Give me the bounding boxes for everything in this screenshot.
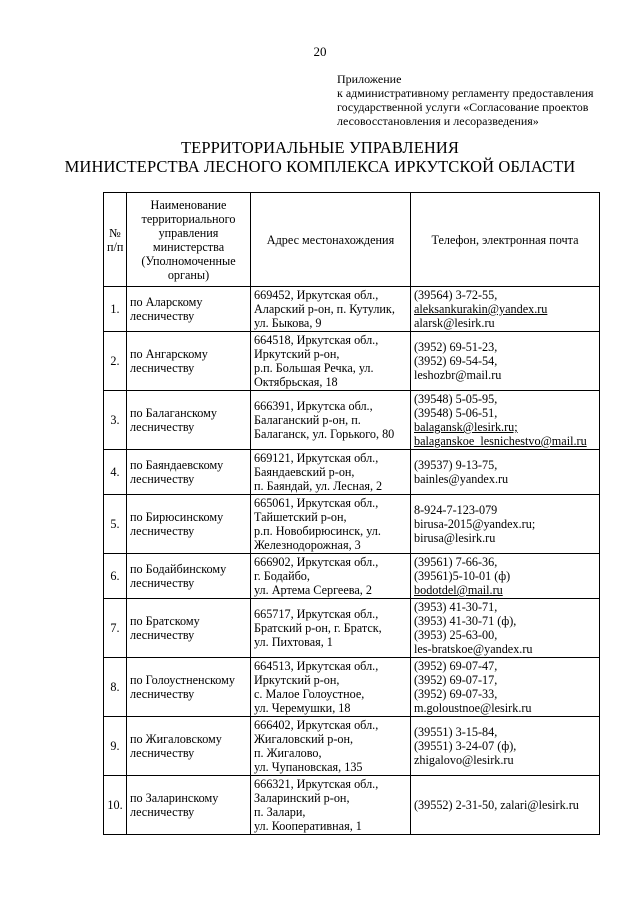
contact-line: (3953) 41-30-71 (ф),	[414, 614, 517, 628]
office-address	[251, 776, 411, 835]
contact-line: birusa@lesirk.ru	[414, 531, 496, 545]
header-text: (Уполномоченные	[141, 253, 236, 268]
row-number: 3.	[104, 391, 127, 450]
contact-line: leshozbr@mail.ru	[414, 368, 502, 382]
header-text: органы)	[167, 267, 210, 282]
row-number: 1.	[104, 287, 127, 332]
address-line: 666402, Иркутская обл.,	[254, 718, 379, 732]
contact-line: (39564) 3-72-55,	[414, 288, 498, 302]
office-name	[127, 495, 251, 554]
contact-line: bainles@yandex.ru	[414, 472, 509, 486]
office-name-line: по Ангарскому	[130, 347, 208, 361]
office-contacts	[411, 391, 600, 450]
header-text: управления	[158, 225, 219, 240]
address-line: 665061, Иркутская обл.,	[254, 496, 379, 510]
appendix-line: Приложение	[337, 72, 402, 86]
office-contacts	[411, 495, 600, 554]
address-line: Баяндаевский р-он,	[254, 465, 355, 479]
office-name-line: лесничеству	[130, 472, 195, 486]
office-name-line: лесничеству	[130, 687, 195, 701]
address-line: 669452, Иркутская обл.,	[254, 288, 379, 302]
table-row	[104, 717, 600, 776]
office-address	[251, 495, 411, 554]
office-name-line: лесничеству	[130, 361, 195, 375]
office-name-line: по Баяндаевскому	[130, 458, 224, 472]
contact-line: les-bratskoe@yandex.ru	[414, 642, 533, 656]
office-contacts	[411, 658, 600, 717]
table-header-row	[104, 193, 600, 287]
office-name-line: по Балаганскому	[130, 406, 217, 420]
office-address	[251, 391, 411, 450]
email-link[interactable]: balaganskoe_lesnichestvo@mail.ru	[414, 434, 587, 448]
office-contacts	[411, 287, 600, 332]
address-line: р.п. Новобирюсинск, ул.	[254, 524, 381, 538]
row-number: 4.	[104, 450, 127, 495]
row-number: 8.	[104, 658, 127, 717]
address-line: г. Бодайбо,	[254, 569, 310, 583]
row-number: 10.	[104, 776, 127, 835]
office-name-line: по Жигаловскому	[130, 732, 222, 746]
contact-line: (39561) 7-66-36,	[414, 555, 498, 569]
appendix-note	[337, 72, 612, 128]
contact-line: (39551) 3-24-07 (ф),	[414, 739, 517, 753]
office-name-line: по Заларинскому	[130, 791, 219, 805]
table-body	[104, 287, 600, 835]
address-line: Иркутский р-он,	[254, 347, 340, 361]
address-line: р.п. Большая Речка, ул.	[254, 361, 374, 375]
contact-line: (39548) 5-06-51,	[414, 406, 498, 420]
address-line: п. Баяндай, ул. Лесная, 2	[254, 479, 383, 493]
office-name-line: лесничеству	[130, 524, 195, 538]
contact-line: (3953) 41-30-71,	[414, 600, 498, 614]
address-line: 666391, Иркутска обл.,	[254, 399, 373, 413]
address-line: Балаганск, ул. Горького, 80	[254, 427, 395, 441]
appendix-line: государственной услуги «Согласование проектов	[337, 100, 589, 114]
office-contacts	[411, 450, 600, 495]
office-name	[127, 332, 251, 391]
address-line: Октябрьская, 18	[254, 375, 338, 389]
contact-line: birusa-2015@yandex.ru;	[414, 517, 536, 531]
address-line: Жигаловский р-он,	[254, 732, 354, 746]
office-name-line: лесничеству	[130, 805, 195, 819]
table-row	[104, 495, 600, 554]
office-name	[127, 717, 251, 776]
email-link[interactable]: balagansk@lesirk.ru;	[414, 420, 518, 434]
office-address	[251, 717, 411, 776]
address-line: п. Жигалово,	[254, 746, 322, 760]
office-contacts	[411, 717, 600, 776]
office-address	[251, 554, 411, 599]
office-name-line: по Голоустненскому	[130, 673, 235, 687]
document-title	[0, 138, 640, 176]
appendix-line: к административному регламенту предоставления	[337, 86, 594, 100]
address-line: Тайшетский р-он,	[254, 510, 347, 524]
contact-line: alarsk@lesirk.ru	[414, 316, 495, 330]
address-line: ул. Черемушки, 18	[254, 701, 351, 715]
offices-table	[103, 192, 600, 835]
header-text: Телефон, электронная почта	[431, 232, 579, 247]
office-name-line: лесничеству	[130, 420, 195, 434]
office-name	[127, 287, 251, 332]
address-line: п. Залари,	[254, 805, 306, 819]
address-line: ул. Пихтовая, 1	[254, 635, 333, 649]
table-row	[104, 658, 600, 717]
email-link[interactable]: aleksankurakin@yandex.ru	[414, 302, 548, 316]
office-name-line: по Аларскому	[130, 295, 203, 309]
appendix-line: лесовосстановления и лесоразведения»	[337, 114, 539, 128]
table-row	[104, 332, 600, 391]
row-number: 9.	[104, 717, 127, 776]
row-number: 6.	[104, 554, 127, 599]
office-name-line: лесничеству	[130, 746, 195, 760]
office-name	[127, 599, 251, 658]
address-line: Иркутский р-он,	[254, 673, 340, 687]
contact-line: (39551) 3-15-84,	[414, 725, 498, 739]
header-text: министерства	[152, 239, 225, 254]
office-contacts	[411, 776, 600, 835]
office-name	[127, 658, 251, 717]
office-contacts	[411, 554, 600, 599]
header-text: №	[109, 225, 121, 240]
header-name	[127, 193, 251, 287]
header-contact	[411, 193, 600, 287]
office-name-line: лесничеству	[130, 628, 195, 642]
address-line: с. Малое Голоустное,	[254, 687, 365, 701]
office-address	[251, 287, 411, 332]
office-name-line: лесничеству	[130, 576, 195, 590]
table-row	[104, 287, 600, 332]
office-name	[127, 554, 251, 599]
address-line: ул. Кооперативная, 1	[254, 819, 362, 833]
contact-line: (39548) 5-05-95,	[414, 392, 498, 406]
table-row	[104, 599, 600, 658]
contact-line: (39561)5-10-01 (ф)	[414, 569, 511, 583]
address-line: Аларский р-он, п. Кутулик,	[254, 302, 395, 316]
address-line: ул. Быкова, 9	[254, 316, 322, 330]
table-row	[104, 776, 600, 835]
address-line: ул. Артема Сергеева, 2	[254, 583, 372, 597]
office-name-line: по Братскому	[130, 614, 200, 628]
header-text: Наименование	[150, 197, 227, 212]
table-row	[104, 554, 600, 599]
office-name	[127, 391, 251, 450]
address-line: 664518, Иркутская обл.,	[254, 333, 379, 347]
contact-line: 8-924-7-123-079	[414, 503, 498, 517]
address-line: Железнодорожная, 3	[254, 538, 361, 552]
header-text: п/п	[107, 239, 124, 254]
office-address	[251, 332, 411, 391]
page-number: 20	[313, 44, 327, 59]
address-line: 669121, Иркутская обл.,	[254, 451, 379, 465]
header-address	[251, 193, 411, 287]
contact-line: (3952) 69-54-54,	[414, 354, 498, 368]
office-address	[251, 658, 411, 717]
contact-line: (3952) 69-51-23,	[414, 340, 498, 354]
contact-line: (3953) 25-63-00,	[414, 628, 498, 642]
office-name-line: по Бодайбинскому	[130, 562, 227, 576]
contact-line: m.goloustnoe@lesirk.ru	[414, 701, 532, 715]
office-name-line: по Бирюсинскому	[130, 510, 224, 524]
address-line: Братский р-он, г. Братск,	[254, 621, 382, 635]
table-row	[104, 391, 600, 450]
office-name	[127, 450, 251, 495]
table-row	[104, 450, 600, 495]
address-line: Заларинский р-он,	[254, 791, 350, 805]
contact-line: (3952) 69-07-47,	[414, 659, 498, 673]
header-text: территориального	[141, 211, 236, 226]
row-number: 5.	[104, 495, 127, 554]
address-line: ул. Чупановская, 135	[254, 760, 363, 774]
office-contacts	[411, 599, 600, 658]
contact-line: (39537) 9-13-75,	[414, 458, 498, 472]
office-name-line: лесничеству	[130, 309, 195, 323]
address-line: 666321, Иркутская обл.,	[254, 777, 379, 791]
header-number	[104, 193, 127, 287]
office-address	[251, 599, 411, 658]
office-contacts	[411, 332, 600, 391]
contact-line: (3952) 69-07-17,	[414, 673, 498, 687]
row-number: 2.	[104, 332, 127, 391]
address-line: Балаганский р-он, п.	[254, 413, 361, 427]
office-name	[127, 776, 251, 835]
address-line: 666902, Иркутская обл.,	[254, 555, 379, 569]
row-number: 7.	[104, 599, 127, 658]
address-line: 664513, Иркутская обл.,	[254, 659, 379, 673]
contact-line: (39552) 2-31-50, zalari@lesirk.ru	[414, 798, 579, 812]
header-text: Адрес местонахождения	[266, 232, 395, 247]
office-address	[251, 450, 411, 495]
email-link[interactable]: bodotdel@mail.ru	[414, 583, 503, 597]
title-line: ТЕРРИТОРИАЛЬНЫЕ УПРАВЛЕНИЯ	[180, 138, 460, 157]
title-line: МИНИСТЕРСТВА ЛЕСНОГО КОМПЛЕКСА ИРКУТСКОЙ ОБЛАСТИ	[64, 157, 576, 176]
contact-line: zhigalovo@lesirk.ru	[414, 753, 514, 767]
address-line: 665717, Иркутская обл.,	[254, 607, 379, 621]
contact-line: (3952) 69-07-33,	[414, 687, 498, 701]
